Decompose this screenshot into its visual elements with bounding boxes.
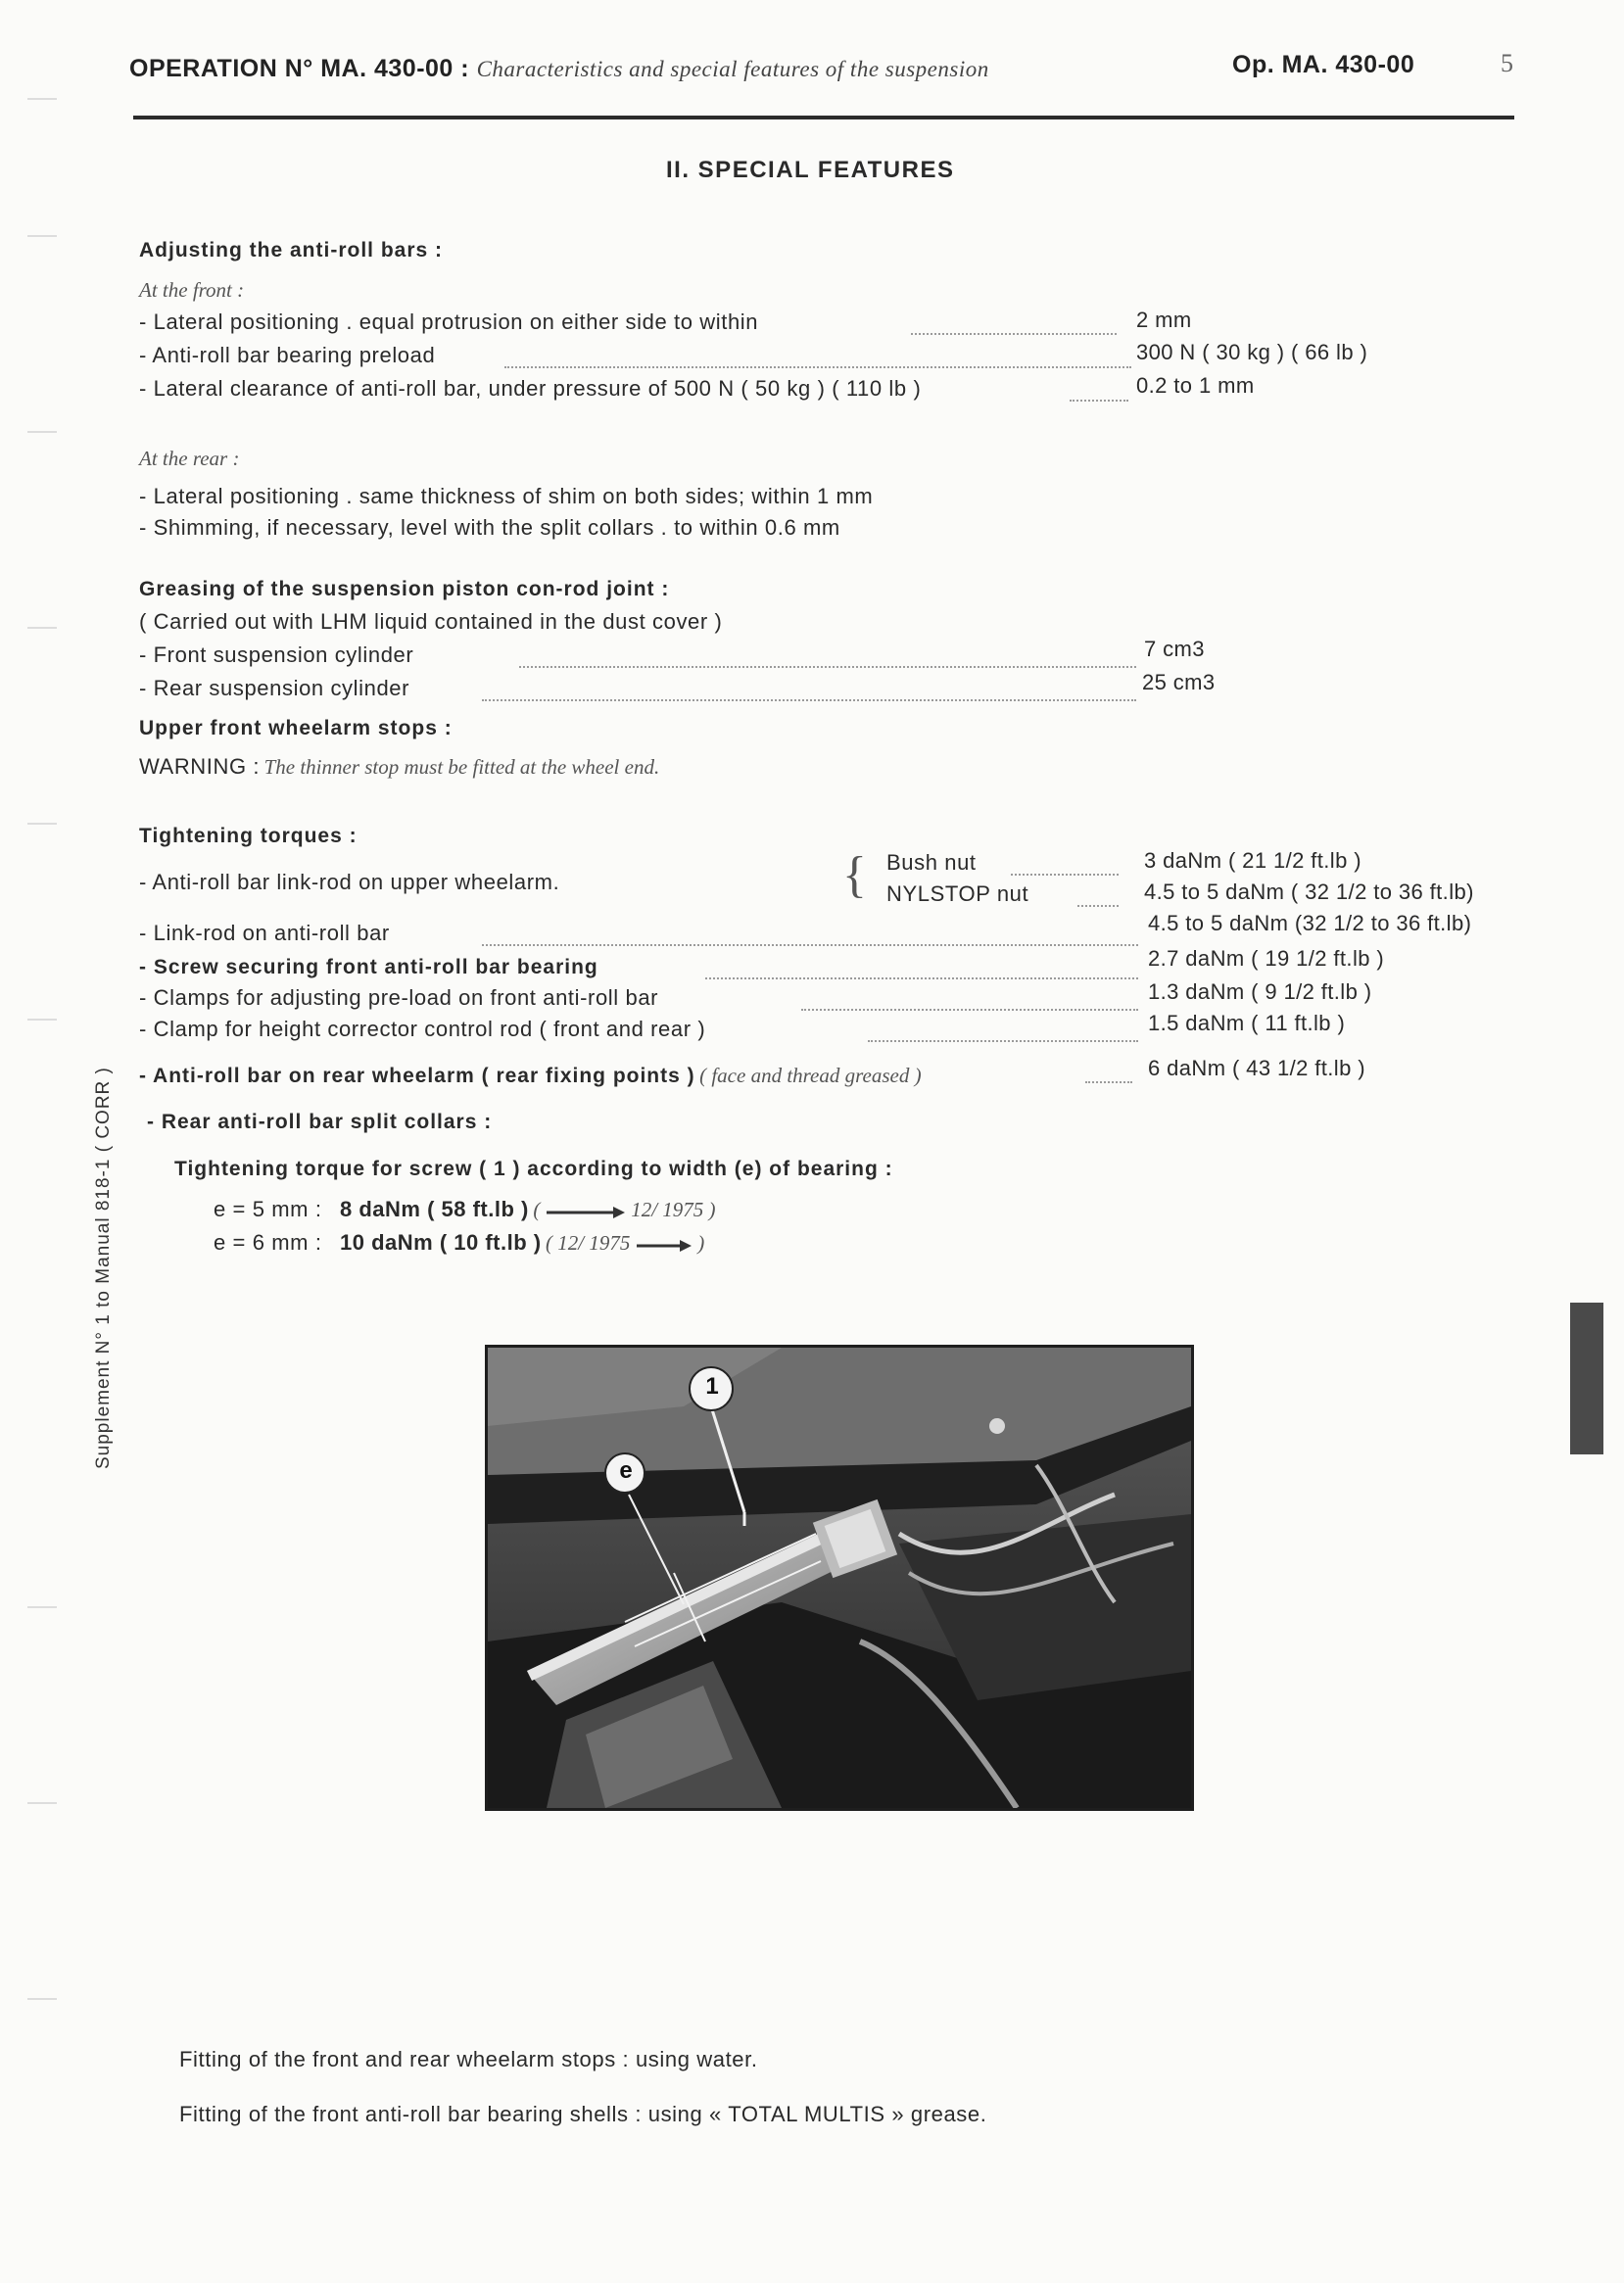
bush-nut-label: Bush nut: [886, 850, 977, 875]
torque-item: - Clamp for height corrector control rod ( front and rear ): [139, 1017, 706, 1041]
margin-mark: [27, 431, 57, 433]
leader-dots: [868, 1040, 1138, 1042]
e6-line: [214, 1230, 704, 1256]
e6-note-close: ): [697, 1231, 705, 1255]
leader-dots: [482, 944, 1138, 946]
torque-item: - Link-rod on anti-roll bar: [139, 921, 390, 945]
front-item: - Anti-roll bar bearing preload: [139, 343, 436, 367]
torque-item-value: 1.3 daNm ( 9 1/2 ft.lb ): [1148, 979, 1372, 1004]
header-operation: OPERATION N° MA. 430-00 : Characteristics and special features of the suspension: [129, 55, 989, 82]
header-rule: [133, 116, 1514, 119]
torque-item: - Clamps for adjusting pre-load on front anti-roll bar: [139, 985, 659, 1010]
header-subtitle: Characteristics and special features of the suspension: [476, 57, 989, 81]
leader-dots: [801, 1009, 1138, 1011]
suspension-photo: [485, 1345, 1194, 1811]
greasing-item: - Rear suspension cylinder: [139, 676, 410, 700]
greasing-item-value: 25 cm3: [1142, 670, 1216, 694]
margin-mark: [27, 1998, 57, 2000]
warning-text: The thinner stop must be fitted at the wheel end.: [263, 755, 660, 779]
leader-dots: [1070, 400, 1128, 402]
greasing-note: ( Carried out with LHM liquid contained in the dust cover ): [139, 609, 723, 634]
torques-title: Tightening torques :: [139, 825, 358, 847]
e5-note: 12/ 1975 ): [631, 1198, 716, 1221]
leader-dots: [1077, 905, 1119, 907]
photo-callout-1: 1: [705, 1373, 719, 1400]
torque-item-value: 1.5 daNm ( 11 ft.lb ): [1148, 1011, 1346, 1035]
e5-label: e = 5 mm :: [214, 1197, 322, 1221]
rear-arm-note: ( face and thread greased ): [699, 1064, 922, 1087]
e6-value: 10 daNm ( 10 ft.lb ): [340, 1230, 542, 1255]
leader-dots: [482, 699, 1136, 701]
greasing-item-value: 7 cm3: [1144, 637, 1205, 661]
rear-arm-text: - Anti-roll bar on rear wheelarm ( rear fixing points ): [139, 1065, 695, 1087]
leader-dots: [519, 666, 1136, 668]
margin-mark: [27, 235, 57, 237]
leader-dots: [911, 333, 1117, 335]
screw-title: Tightening torque for screw ( 1 ) according to width (e) of bearing :: [174, 1158, 893, 1180]
margin-mark: [27, 98, 57, 100]
greasing-item: - Front suspension cylinder: [139, 642, 414, 667]
nylstop-nut-value: 4.5 to 5 daNm ( 32 1/2 to 36 ft.lb): [1144, 880, 1474, 904]
rear-arm-value: 6 daNm ( 43 1/2 ft.lb ): [1148, 1056, 1365, 1080]
section-title: II. SPECIAL FEATURES: [666, 157, 955, 183]
e6-note: ( 12/ 1975: [546, 1231, 631, 1255]
front-item-value: 0.2 to 1 mm: [1136, 373, 1255, 398]
linkrod-upper: - Anti-roll bar link-rod on upper wheelarm.: [139, 870, 560, 894]
margin-mark: [27, 627, 57, 629]
rear-item: - Lateral positioning . same thickness of shim on both sides; within 1 mm: [139, 484, 874, 508]
rear-arm-line: [139, 1064, 922, 1088]
leader-dots: [1011, 874, 1119, 876]
leader-dots: [1085, 1081, 1132, 1083]
bush-nut-value: 3 daNm ( 21 1/2 ft.lb ): [1144, 848, 1361, 873]
margin-mark: [27, 1802, 57, 1804]
arrow-right-icon: [635, 1239, 693, 1253]
e5-note-open: (: [533, 1198, 541, 1221]
sidebar-supplement: Supplement N° 1 to Manual 818-1 ( CORR ): [93, 1067, 114, 1469]
thumb-tab: [1570, 1303, 1603, 1454]
anti-roll-title: Adjusting the anti-roll bars :: [139, 239, 444, 262]
split-collars: - Rear anti-roll bar split collars :: [147, 1111, 493, 1133]
front-item-value: 2 mm: [1136, 308, 1192, 332]
brace-glyph: {: [842, 847, 867, 903]
greasing-title: Greasing of the suspension piston con-rod joint :: [139, 578, 670, 600]
photo-callout-e: e: [619, 1457, 633, 1484]
front-item-value: 300 N ( 30 kg ) ( 66 lb ): [1136, 340, 1368, 364]
nylstop-nut-label: NYLSTOP nut: [886, 881, 1029, 906]
front-item: - Lateral positioning . equal protrusion on either side to within: [139, 309, 759, 334]
photo-illustration: [488, 1348, 1191, 1808]
page-number: 5: [1501, 49, 1513, 77]
arrow-right-icon: [545, 1206, 627, 1219]
torque-item-value: 2.7 daNm ( 19 1/2 ft.lb ): [1148, 946, 1385, 971]
warning-label: WARNING :: [139, 754, 261, 779]
front-item: - Lateral clearance of anti-roll bar, under pressure of 500 N ( 50 kg ) ( 110 lb ): [139, 376, 922, 401]
torque-item-value: 4.5 to 5 daNm (32 1/2 to 36 ft.lb): [1148, 911, 1472, 935]
e5-line: [214, 1197, 716, 1222]
leader-dots: [705, 977, 1138, 979]
e5-value: 8 daNm ( 58 ft.lb ): [340, 1197, 529, 1221]
stops-warning: [139, 754, 659, 780]
rear-label: At the rear :: [139, 447, 240, 470]
rear-item: - Shimming, if necessary, level with the split collars . to within 0.6 mm: [139, 515, 840, 540]
header-op-ref: Op. MA. 430-00: [1232, 51, 1415, 78]
caption-bearing-shells: Fitting of the front anti-roll bar bearing shells : using « TOTAL MULTIS » grease.: [179, 2102, 987, 2126]
torque-item: - Screw securing front anti-roll bar bearing: [139, 956, 598, 978]
margin-mark: [27, 823, 57, 825]
margin-mark: [27, 1606, 57, 1608]
caption-stops: Fitting of the front and rear wheelarm stops : using water.: [179, 2047, 758, 2071]
front-label: At the front :: [139, 278, 245, 302]
leader-dots: [504, 366, 1131, 368]
margin-mark: [27, 1019, 57, 1021]
stops-title: Upper front wheelarm stops :: [139, 717, 453, 739]
e6-label: e = 6 mm :: [214, 1230, 322, 1255]
